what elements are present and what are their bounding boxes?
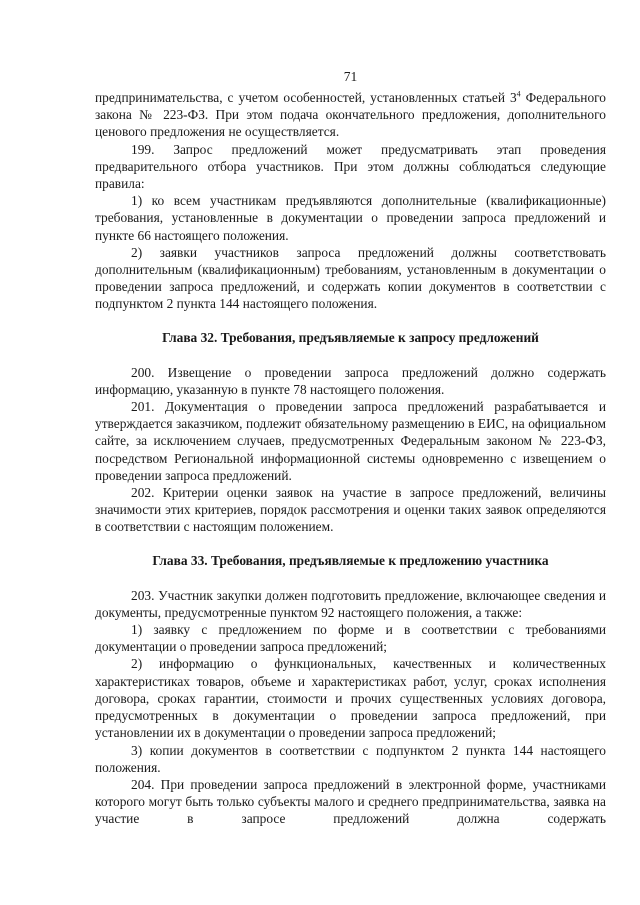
paragraph-199-item-1: 1) ко всем участникам предъявляются дополнительные (квалификационные) требования, установленные в документации о проведении запроса предложений и пункте 66 настоящего положения.	[95, 193, 606, 243]
paragraph-202: 202. Критерии оценки заявок на участие в запросе предложений, величины значимости этих критериев, порядок рассмотрения и оценки таких заявок определяются в соответствии с настоящим положением.	[95, 485, 606, 535]
paragraph-199-item-2: 2) заявки участников запроса предложений должны соответствовать дополнительным (квалификационным) требованиям, установленным в документации о проведении запроса предложений, и содержать копии документов в соответствии с подпунктом 2 пункта 144 настоящего положения.	[95, 244, 606, 312]
paragraph-203-item-2: 2) информацию о функциональных, качественных и количественных характеристиках товаров, объеме и характеристиках работ, услуг, сроках исполнения договора, сроках гарантии, стоимости и прочих существенных условиях договора, предусмотренных в документации о проведении запроса предложений, при установлении их в документации о проведении запроса предложений;	[95, 656, 606, 741]
paragraph-204: 204. При проведении запроса предложений в электронной форме, участниками которого могут быть только субъекты малого и среднего предпринимательства, заявка на участие в запросе предложений должна содержать	[95, 776, 606, 827]
document-page	[95, 68, 606, 828]
paragraph-203-item-3: 3) копии документов в соответствии с подпунктом 2 пункта 144 настоящего положения.	[95, 742, 606, 775]
intro-text-before-sup: предпринимательства, с учетом особенностей, установленных статьей 3	[95, 90, 517, 105]
chapter-33-heading: Глава 33. Требования, предъявляемые к предложению участника	[152, 552, 549, 568]
paragraph-200: 200. Извещение о проведении запроса предложений должно содержать информацию, указанную в пункте 78 настоящего положения.	[95, 364, 606, 397]
paragraph-203: 203. Участник закупки должен подготовить предложение, включающее сведения и документы, предусмотренные пунктом 92 настоящего положения, а также:	[95, 587, 606, 620]
intro-text-after-sup: Федерального закона № 223-ФЗ. При этом подача окончательного предложения, дополнительного ценового предложения не осуществляется.	[95, 90, 606, 140]
paragraph-201: 201. Документация о проведении запроса предложений разрабатывается и утверждается заказчиком, подлежит обязательному размещению в ЕИС, на официальном сайте, за исключением случаев, предусмотренных Федеральным законом № 223-ФЗ, посредством Региональной информационной системы одновременно с извещением о проведении запроса предложений.	[95, 399, 606, 483]
paragraph-203-item-1: 1) заявку с предложением по форме и в соответствии с требованиями документации о проведении запроса предложений;	[95, 622, 606, 655]
chapter-32-heading: Глава 32. Требования, предъявляемые к запросу предложений	[162, 329, 539, 345]
intro-paragraph	[95, 89, 606, 141]
page-number: 71	[343, 69, 358, 84]
paragraph-199: 199. Запрос предложений может предусматривать этап проведения предварительного отбора участников. При этом должны соблюдаться следующие правила:	[95, 141, 606, 192]
footnote-superscript: 4	[516, 89, 521, 99]
